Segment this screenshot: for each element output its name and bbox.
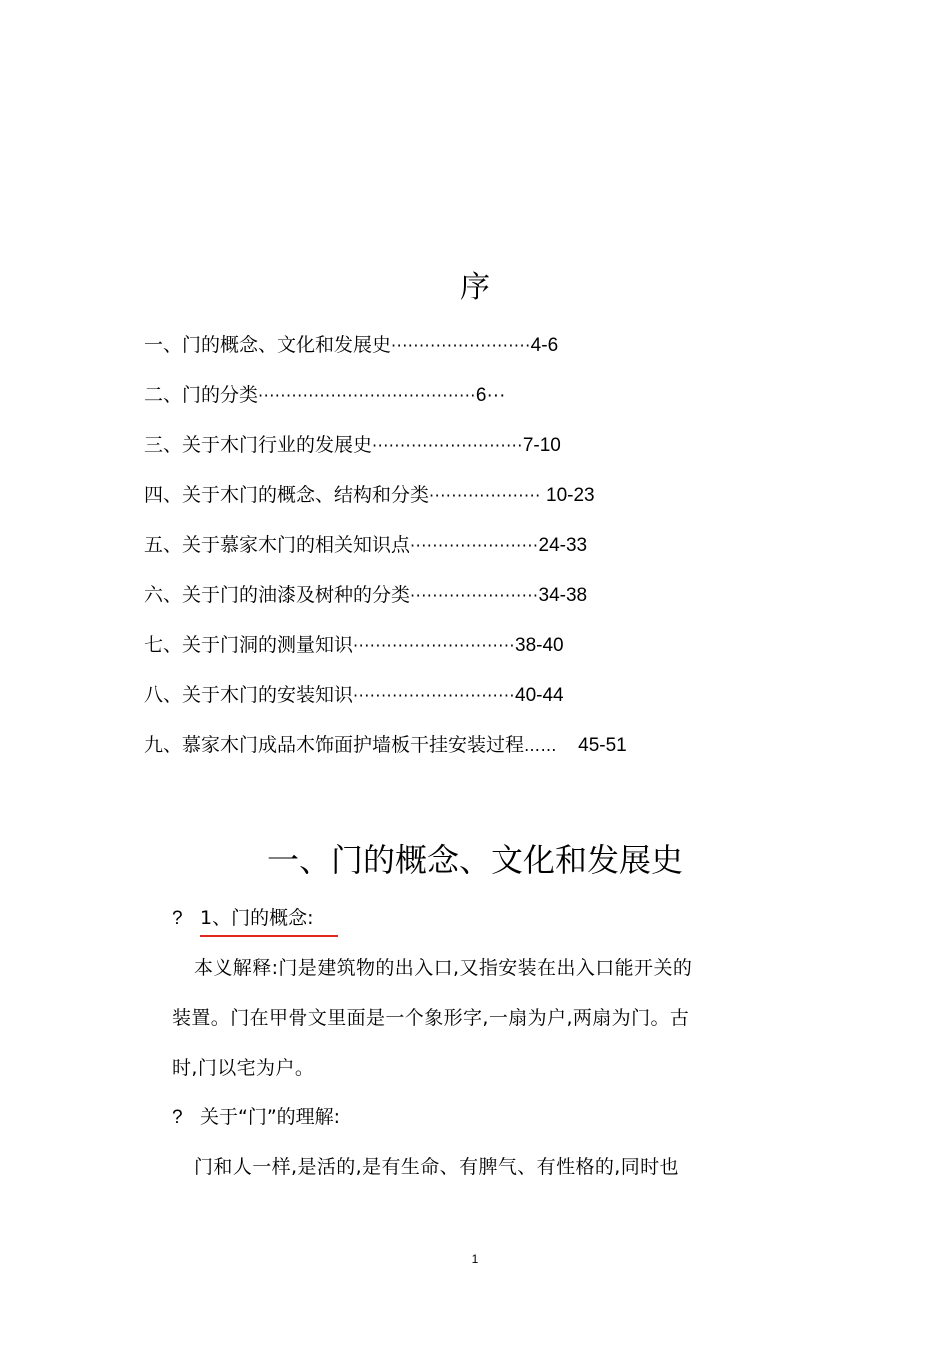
toc-leader-dots: ····························· bbox=[353, 636, 516, 655]
toc-entry-pages: 4-6 bbox=[530, 335, 559, 356]
toc-entry-pages: 24-33 bbox=[538, 535, 588, 556]
subheading-understanding bbox=[172, 1102, 772, 1133]
toc-leader-dots: …… bbox=[524, 736, 558, 755]
subheading-understanding-text: 关于“门”的理解: bbox=[200, 1106, 341, 1128]
toc-entry-pages: 34-38 bbox=[538, 585, 588, 606]
paragraph-line: 时,门以宅为户。 bbox=[172, 1057, 315, 1079]
toc-entry-2[interactable] bbox=[144, 376, 784, 426]
toc-entry-7[interactable] bbox=[144, 626, 784, 676]
toc-entry-label: 八、关于木门的安装知识 bbox=[144, 684, 354, 706]
toc-entry-pages: 40-44 bbox=[515, 685, 564, 706]
toc-leader-dots: ······················· bbox=[410, 536, 539, 555]
toc-entry-5[interactable] bbox=[144, 526, 784, 576]
toc-entry-label: 三、关于木门行业的发展史 bbox=[144, 434, 373, 456]
toc-leader-dots: ························· bbox=[391, 336, 531, 355]
toc-entry-label: 七、关于门洞的测量知识 bbox=[144, 634, 354, 656]
toc-entry-label: 一、门的概念、文化和发展史 bbox=[144, 334, 392, 356]
paragraph-definition bbox=[172, 943, 772, 1093]
toc-leader-dots: ··························· bbox=[372, 436, 523, 455]
toc-leader-dots: ···················· bbox=[429, 486, 541, 505]
toc-entry-1[interactable] bbox=[144, 326, 784, 376]
preface-title: 序 bbox=[460, 270, 490, 305]
section-title: 一、门的概念、文化和发展史 bbox=[266, 841, 683, 879]
toc-entry-8[interactable] bbox=[144, 676, 784, 726]
toc-entry-6[interactable] bbox=[144, 576, 784, 626]
toc-leader-dots: ······································· bbox=[258, 386, 476, 405]
paragraph-understanding bbox=[172, 1142, 772, 1192]
toc-entry-3[interactable] bbox=[144, 426, 784, 476]
toc-entry-label: 九、慕家木门成品木饰面护墙板干挂安装过程 bbox=[144, 734, 525, 756]
paragraph-line: 装置。门在甲骨文里面是一个象形字,一扇为户,两扇为门。古 bbox=[172, 1007, 690, 1029]
table-of-contents bbox=[144, 326, 784, 776]
bullet-question-mark: ? bbox=[172, 908, 183, 929]
toc-entry-label: 六、关于门的油漆及树种的分类 bbox=[144, 584, 411, 606]
toc-entry-label: 二、门的分类 bbox=[144, 384, 259, 406]
toc-leader-dots: ····························· bbox=[353, 686, 516, 705]
paragraph-line: 门和人一样,是活的,是有生命、有脾气、有性格的,同时也 bbox=[194, 1156, 679, 1178]
toc-leader-dots: ······················· bbox=[410, 586, 539, 605]
page-number: 1 bbox=[471, 1252, 479, 1266]
toc-entry-label: 五、关于慕家木门的相关知识点 bbox=[144, 534, 411, 556]
paragraph-line: 本义解释:门是建筑物的出入口,又指安装在出入口能开关的 bbox=[194, 957, 693, 979]
subheading-concept-text: 1、门的概念: bbox=[200, 903, 338, 937]
toc-entry-9[interactable] bbox=[144, 726, 784, 776]
toc-entry-label: 四、关于木门的概念、结构和分类 bbox=[144, 484, 430, 506]
bullet-question-mark: ? bbox=[172, 1107, 183, 1128]
toc-entry-pages: 10-23 bbox=[540, 485, 595, 506]
toc-entry-pages: 6··· bbox=[475, 385, 506, 406]
toc-entry-pages: 7-10 bbox=[522, 435, 561, 456]
toc-entry-4[interactable] bbox=[144, 476, 784, 526]
subheading-concept bbox=[172, 903, 772, 937]
toc-entry-pages: 45-51 bbox=[557, 735, 627, 756]
toc-entry-pages: 38-40 bbox=[515, 635, 564, 656]
